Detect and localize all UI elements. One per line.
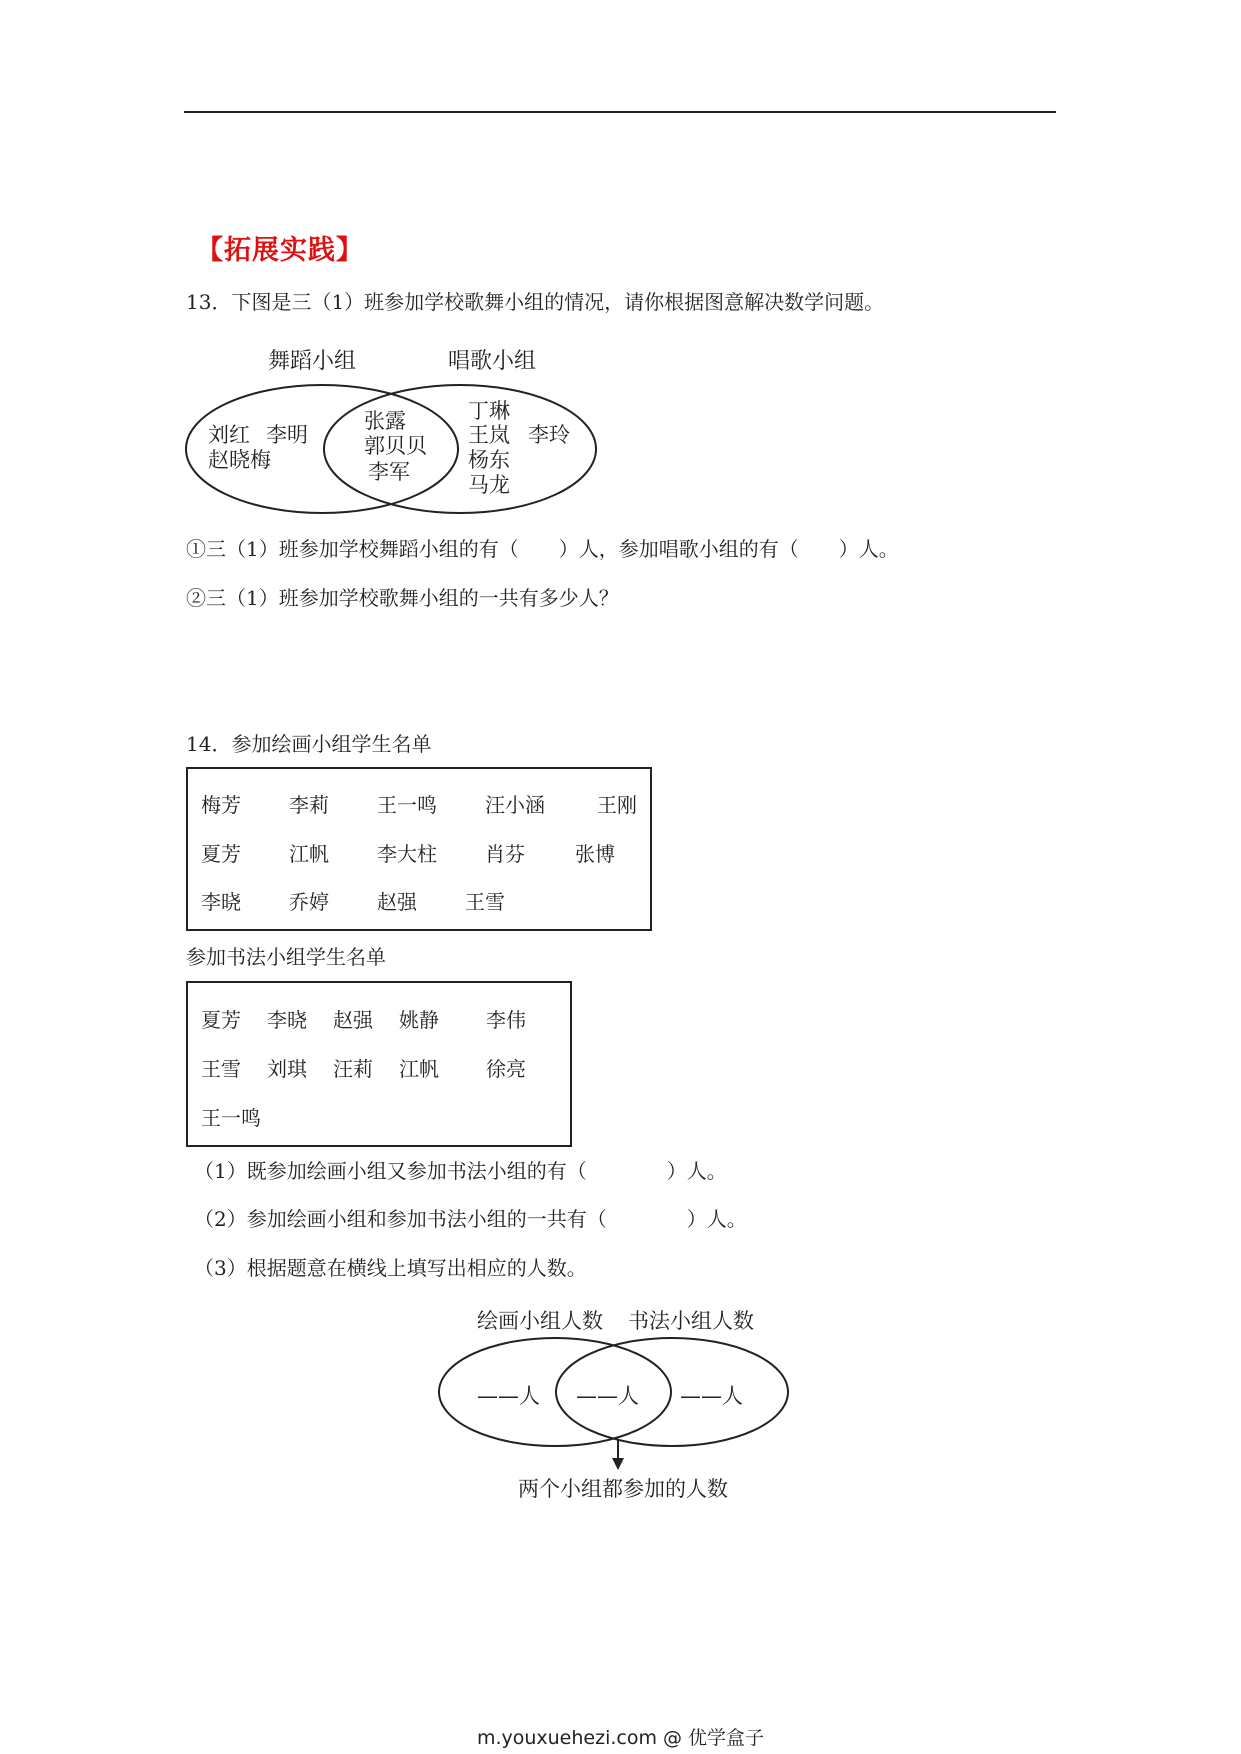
- painting-only-blank: ——人: [477, 1384, 540, 1408]
- header-rule: [184, 111, 1056, 113]
- roster-name: 李大柱: [377, 842, 437, 866]
- painting-roster-box: [186, 767, 652, 931]
- roster-name: 汪小涵: [485, 793, 545, 817]
- roster-name: 王雪: [465, 890, 505, 914]
- q14-sub3: （3）根据题意在横线上填写出相应的人数。: [194, 1256, 587, 1280]
- q13-sub2: ②三（1）班参加学校歌舞小组的一共有多少人？: [186, 586, 619, 610]
- dance-group-label: 舞蹈小组: [268, 349, 357, 374]
- q14-sub2: （2）参加绘画小组和参加书法小组的一共有（ ）人。: [194, 1207, 747, 1231]
- roster-name: 李莉: [289, 793, 329, 817]
- venn-name: 王岚: [468, 423, 510, 447]
- roster-name: 梅芳: [201, 793, 241, 817]
- singing-group-label: 唱歌小组: [448, 349, 537, 374]
- arrow-down-icon: [612, 1458, 624, 1470]
- both-groups-blank: ——人: [576, 1384, 639, 1408]
- roster-name: 李伟: [486, 1008, 526, 1032]
- painting-count-label: 绘画小组人数: [477, 1309, 603, 1333]
- roster-name: 张博: [575, 842, 615, 866]
- calligraphy-count-label: 书法小组人数: [628, 1309, 754, 1333]
- footer-watermark: m.youxuehezi.com @ 优学盒子: [476, 1727, 765, 1749]
- roster-name: 赵强: [377, 890, 417, 914]
- roster-name: 夏芳: [201, 1008, 241, 1032]
- roster-name: 徐亮: [486, 1057, 526, 1081]
- roster-name: 夏芳: [201, 842, 241, 866]
- venn-name: 刘红: [208, 423, 250, 447]
- roster-name: 江帆: [289, 842, 329, 866]
- calligraphy-roster-title: 参加书法小组学生名单: [186, 945, 386, 969]
- roster-name: 江帆: [399, 1057, 439, 1081]
- roster-name: 赵强: [333, 1008, 373, 1032]
- venn-name: 郭贝贝: [364, 434, 427, 458]
- roster-name: 姚静: [399, 1008, 439, 1032]
- roster-name: 李晓: [201, 890, 241, 914]
- q14-sub1: （1）既参加绘画小组又参加书法小组的有（ ）人。: [194, 1159, 727, 1183]
- venn-name: 杨东: [468, 448, 510, 472]
- roster-name: 肖芬: [485, 842, 525, 866]
- venn-name: 李玲: [528, 423, 570, 447]
- venn-name: 马龙: [468, 473, 510, 497]
- roster-name: 王一鸣: [201, 1106, 261, 1130]
- roster-name: 王刚: [597, 793, 637, 817]
- venn-name: 张露: [364, 409, 406, 433]
- calligraphy-roster-box: [186, 981, 572, 1147]
- roster-name: 汪莉: [333, 1057, 373, 1081]
- q13-prompt: 13．下图是三（1）班参加学校歌舞小组的情况，请你根据图意解决数学问题。: [186, 290, 885, 314]
- section-title: 【拓展实践】: [196, 235, 364, 266]
- venn-name: 李军: [368, 460, 410, 484]
- calligraphy-only-blank: ——人: [680, 1384, 743, 1408]
- q13-sub1: ①三（1）班参加学校舞蹈小组的有（ ）人，参加唱歌小组的有（ ）人。: [186, 537, 899, 561]
- venn-name: 赵晓梅: [208, 448, 271, 472]
- q14-venn: [430, 1300, 810, 1510]
- q14-prompt: 14．参加绘画小组学生名单: [186, 732, 432, 756]
- venn-name: 李明: [266, 423, 308, 447]
- roster-name: 李晓: [267, 1008, 307, 1032]
- roster-name: 王雪: [201, 1057, 241, 1081]
- roster-name: 王一鸣: [377, 793, 437, 817]
- venn-name: 丁琳: [468, 399, 510, 423]
- q13-venn: [180, 335, 610, 515]
- roster-name: 刘琪: [267, 1057, 307, 1081]
- roster-name: 乔婷: [289, 890, 329, 914]
- both-groups-caption: 两个小组都参加的人数: [518, 1477, 728, 1501]
